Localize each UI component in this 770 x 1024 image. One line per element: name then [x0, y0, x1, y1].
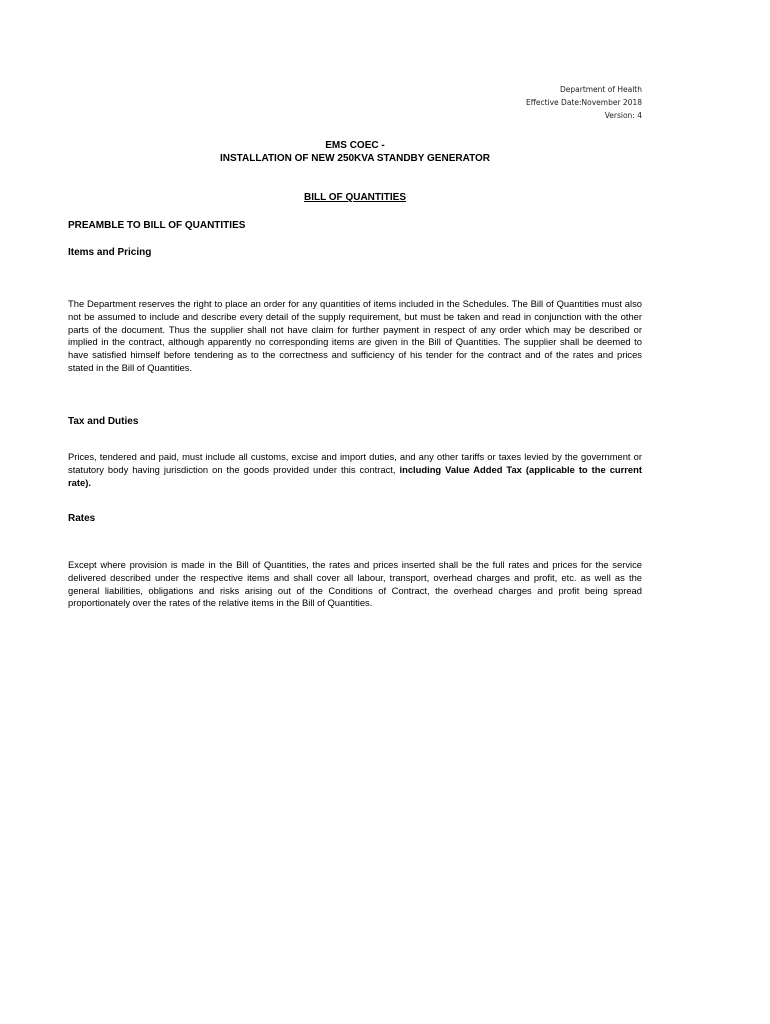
tax-duties-heading: Tax and Duties — [68, 416, 139, 427]
preamble-heading: PREAMBLE TO BILL OF QUANTITIES — [68, 220, 246, 231]
department-name: Department of Health — [559, 85, 642, 94]
title-line-2: INSTALLATION OF NEW 250KVA STANDBY GENERATOR — [219, 153, 490, 164]
bill-of-quantities-heading: BILL OF QUANTITIES — [303, 192, 407, 203]
tax-duties-bold-text: including Value Added Tax (applicable to the current rate). — [68, 463, 642, 488]
document-header — [526, 83, 642, 122]
tax-duties-text: Prices, tendered and paid, must include all customs, excise and import duties, and any other tariffs or taxes levied by the government or statutory body having jurisdiction on the goods provided under this contract, — [68, 451, 642, 475]
title-line-1: EMS COEC - — [325, 140, 385, 151]
document-title — [68, 139, 642, 165]
version-label: Version: 4 — [604, 111, 642, 120]
tax-duties-paragraph — [68, 451, 642, 489]
items-pricing-paragraph: The Department reserves the right to place an order for any quantities of items included in the Schedules. The Bill of Quantities must also not be assumed to include and describe every detail of the supply requirement, but must be taken and read in conjunction with the other parts of the document. Thus the supplier shall not have claim for further payment in respect of any order which may be described or implied in the contract, although apparently no corresponding items are given in the Bill of Quantities. The supplier shall be deemed to have satisfied himself before tendering as to the correctness and sufficiency of his tender for the contract and of the rates and prices stated in the Bill of Quantities. — [68, 298, 642, 373]
items-pricing-heading: Items and Pricing — [68, 247, 152, 258]
rates-paragraph: Except where provision is made in the Bill of Quantities, the rates and prices inserted shall be the full rates and prices for the service delivered described under the respective items and shall cover all labour, transport, overhead charges and profit, etc. as well as the general liabilities, obligations and risks arising out of the Conditions of Contract, the overhead charges and profit being spread proportionately over the rates of the relative items in the Bill of Quantities. — [68, 559, 642, 609]
rates-heading: Rates — [68, 513, 96, 524]
effective-date: Effective Date:November 2018 — [525, 98, 642, 107]
